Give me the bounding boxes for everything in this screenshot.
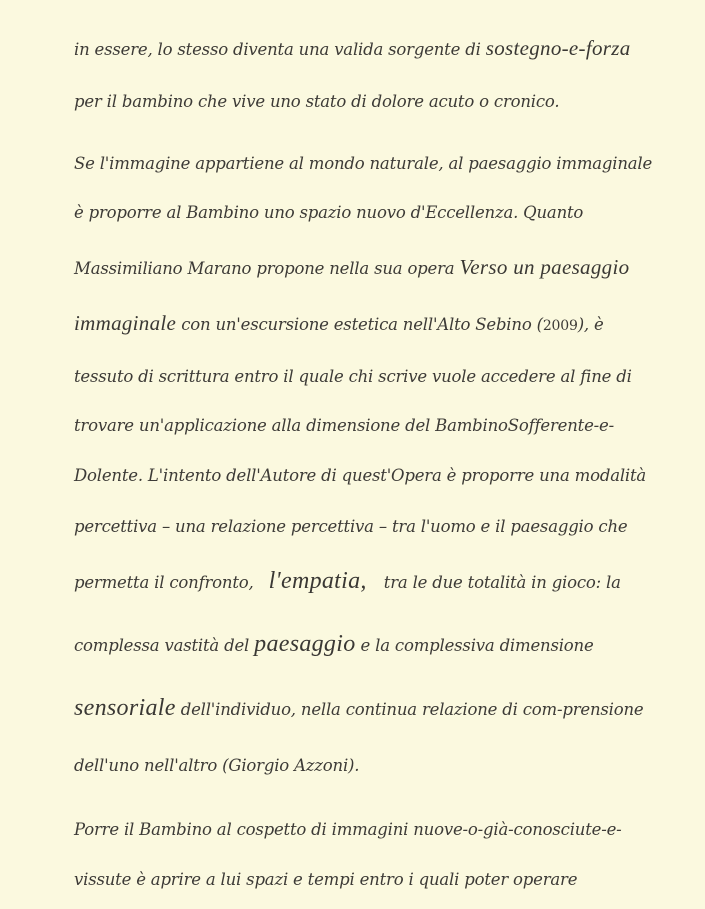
text-line: Se l'immagine appartiene al mondo naturale, al paesaggio immaginale <box>74 154 653 173</box>
text-run: con un'escursione estetica nell'Alto Sebino ( <box>176 315 543 334</box>
emphasized-text: immaginale <box>74 311 177 335</box>
text-line: per il bambino che vive uno stato di dolore acuto o cronico. <box>74 92 560 111</box>
text-run: tra le due totalità in gioco: la <box>383 573 621 592</box>
text-run: in essere, lo stesso diventa una valida sorgente di <box>74 40 486 59</box>
text-run: Massimiliano Marano propone nella sua opera <box>74 259 460 278</box>
text-line: vissute è aprire a lui spazi e tempi entro i quali poter operare <box>74 870 578 889</box>
emphasized-text: sensoriale <box>74 695 176 721</box>
text-run: e la complessiva dimensione <box>355 636 594 655</box>
text-run: dell'individuo, nella continua relazione di com-prensione <box>175 700 644 719</box>
emphasized-text: paesaggio <box>254 631 356 657</box>
emphasized-text: sostegno-e-forza <box>485 36 631 60</box>
text-run: complessa vastità del <box>74 636 255 655</box>
text-line <box>74 257 629 278</box>
text-line: Dolente. L'intento dell'Autore di quest'Opera è proporre una modalità <box>74 466 647 485</box>
emphasized-text: Verso un paesaggio <box>459 255 630 279</box>
text-line <box>74 696 643 720</box>
text-line <box>74 313 604 334</box>
text-line: Porre il Bambino al cospetto di immagini nuove-o-già-conosciute-e- <box>74 820 622 839</box>
text-line: percettiva – una relazione percettiva – tra l'uomo e il paesaggio che <box>74 517 628 536</box>
text-line: tessuto di scrittura entro il quale chi scrive vuole accedere al fine di <box>74 367 632 386</box>
text-line <box>74 38 631 59</box>
text-line: trovare un'applicazione alla dimensione del BambinoSofferente-e- <box>74 416 614 435</box>
text-run: ), è <box>577 315 604 334</box>
text-run: permetta il confronto, <box>74 573 254 592</box>
year-text: 2009 <box>542 318 578 334</box>
text-line: è proporre al Bambino uno spazio nuovo d'Eccellenza. Quanto <box>74 203 584 222</box>
text-line <box>74 569 621 593</box>
text-line: dell'uno nell'altro (Giorgio Azzoni). <box>74 756 360 775</box>
emphasized-text: l'empatia, <box>268 568 367 594</box>
text-line <box>74 632 594 656</box>
